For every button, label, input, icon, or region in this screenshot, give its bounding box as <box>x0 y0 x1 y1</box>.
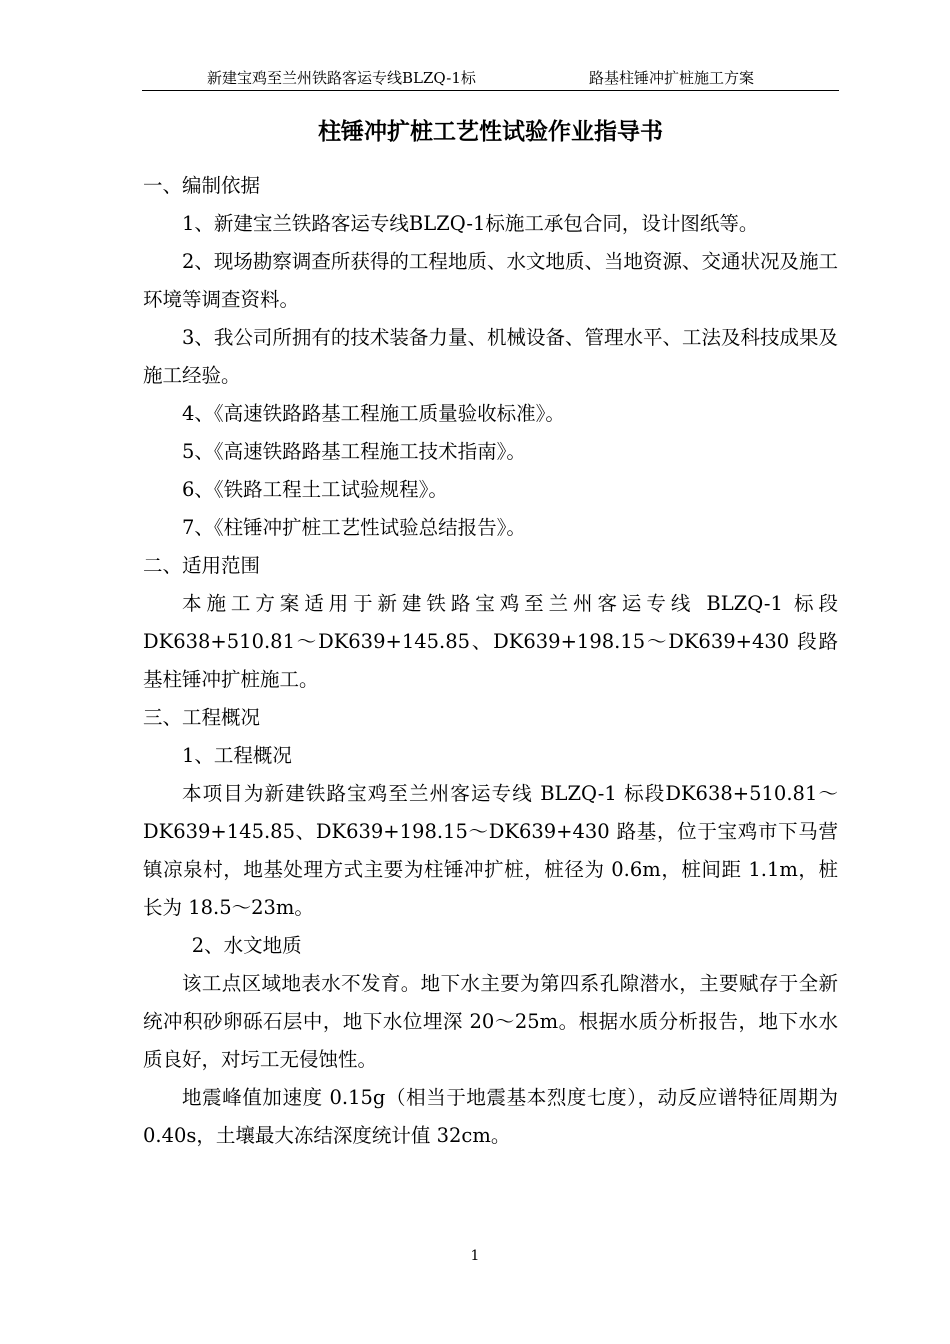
seismic-paragraph: 地震峰值加速度 0.15g（相当于地震基本烈度七度），动反应谱特征周期为 0.40s，土壤最大冻结深度统计值 32cm。 <box>143 1086 838 1147</box>
page-header <box>142 68 839 91</box>
hydrogeology-paragraph: 该工点区域地表水不发育。地下水主要为第四系孔隙潜水，主要赋存于全新统冲积砂卵砾石层中，地下水位埋深 20～25m。根据水质分析报告，地下水水质良好，对圬工无侵蚀性。 <box>143 972 838 1071</box>
basis-item-1: 1、新建宝兰铁路客运专线BLZQ-1标施工承包合同，设计图纸等。 <box>182 212 759 235</box>
subsection-heading-overview: 1、工程概况 <box>182 744 292 767</box>
section-heading-scope: 二、适用范围 <box>143 554 261 577</box>
subsection-heading-hydrogeology: 2、水文地质 <box>191 934 302 957</box>
overview-paragraph: 本项目为新建铁路宝鸡至兰州客运专线 BLZQ-1 标段DK638+510.81～DK639+145.85、DK639+198.15～DK639+430 路基，位于宝鸡市下马营镇凉泉村，地基处理方式主要为柱锤冲扩桩，桩径为 0.6m，桩间距 1.1m，桩长为 18.5～23m。 <box>143 782 838 919</box>
basis-item-6: 6、《铁路工程土工试验规程》。 <box>182 478 448 501</box>
document-body <box>143 167 838 1155</box>
basis-item-7: 7、《柱锤冲扩桩工艺性试验总结报告》。 <box>182 516 526 539</box>
section-heading-overview: 三、工程概况 <box>143 706 261 729</box>
basis-item-3: 3、我公司所拥有的技术装备力量、机械设备、管理水平、工法及科技成果及施工经验。 <box>143 326 838 387</box>
scope-paragraph: 本施工方案适用于新建铁路宝鸡至兰州客运专线 BLZQ-1 标段DK638+510.81～DK639+145.85、DK639+198.15～DK639+430 段路基柱锤冲扩桩施工。 <box>143 592 838 691</box>
header-document-name: 路基柱锤冲扩桩施工方案 <box>589 69 755 87</box>
basis-item-2: 2、现场勘察调查所获得的工程地质、水文地质、当地资源、交通状况及施工环境等调查资料。 <box>143 250 838 311</box>
basis-item-4: 4、《高速铁路路基工程施工质量验收标准》。 <box>182 402 565 425</box>
section-heading-basis: 一、编制依据 <box>143 174 261 197</box>
header-project-name: 新建宝鸡至兰州铁路客运专线BLZQ-1标 <box>207 69 476 87</box>
page-number: 1 <box>470 1248 480 1264</box>
basis-item-5: 5、《高速铁路路基工程施工技术指南》。 <box>182 440 526 463</box>
document-title: 柱锤冲扩桩工艺性试验作业指导书 <box>318 119 663 145</box>
